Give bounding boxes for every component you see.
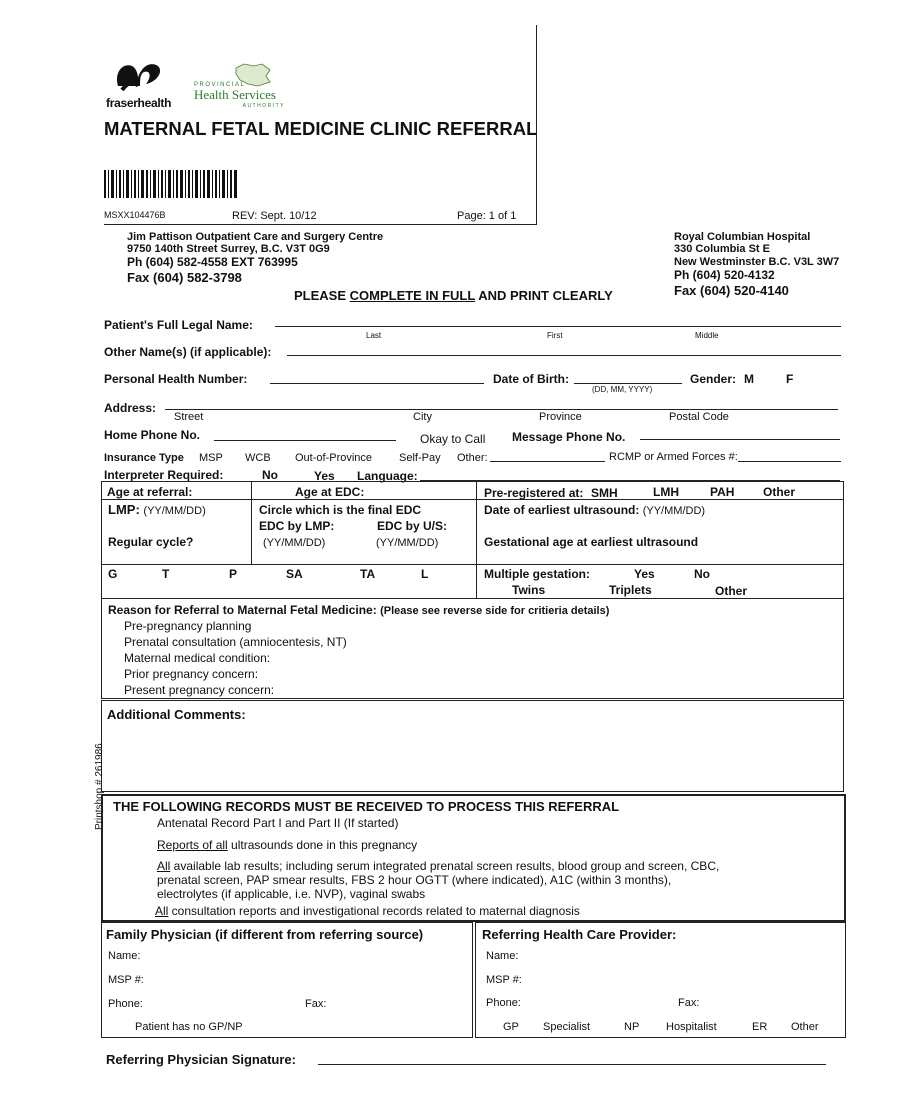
rp-type-gp[interactable]: GP bbox=[503, 1021, 519, 1033]
home-phone-field[interactable] bbox=[214, 440, 396, 441]
reason-item-2[interactable]: Maternal medical condition: bbox=[124, 651, 271, 665]
right-clinic-phone: Ph (604) 520-4132 bbox=[674, 268, 775, 282]
lmp-row bbox=[108, 502, 206, 517]
reason-item-0[interactable]: Pre-pregnancy planning bbox=[124, 619, 252, 633]
reason-item-4[interactable]: Present pregnancy concern: bbox=[124, 683, 275, 697]
rp-type-other[interactable]: Other bbox=[791, 1021, 819, 1033]
rp-type-np[interactable]: NP bbox=[624, 1021, 640, 1033]
right-clinic-address1: 330 Columbia St E bbox=[674, 243, 770, 255]
record-item-2-underlined: Reports of all bbox=[157, 838, 228, 852]
address-label: Address: bbox=[104, 401, 157, 415]
rp-type-er[interactable]: ER bbox=[752, 1021, 768, 1033]
edc-lmp-format: (YY/MM/DD) bbox=[263, 537, 326, 549]
record-item-2[interactable] bbox=[157, 838, 417, 852]
edc-us-format: (YY/MM/DD) bbox=[376, 537, 439, 549]
form-title: MATERNAL FETAL MEDICINE CLINIC REFERRAL bbox=[104, 118, 538, 139]
left-clinic-phone: Ph (604) 582-4558 EXT 763995 bbox=[127, 255, 298, 269]
ga-earliest-label: Gestational age at earliest ultrasound bbox=[484, 535, 699, 549]
prereg-smh[interactable]: SMH bbox=[591, 486, 618, 500]
ins-rcmp-field[interactable] bbox=[738, 461, 841, 462]
page-number: Page: 1 of 1 bbox=[457, 210, 517, 222]
gtpal-sa: SA bbox=[286, 567, 303, 581]
grid-col-divider-2 bbox=[476, 481, 477, 599]
gtpal-l: L bbox=[421, 567, 429, 581]
record-item-2-text: ultrasounds done in this pregnancy bbox=[227, 838, 418, 852]
right-clinic-fax: Fax (604) 520-4140 bbox=[674, 283, 789, 298]
reason-item-3[interactable]: Prior pregnancy concern: bbox=[124, 667, 259, 681]
patient-name-label: Patient's Full Legal Name: bbox=[104, 318, 253, 332]
multiple-other[interactable]: Other bbox=[715, 584, 748, 598]
left-clinic-name: Jim Pattison Outpatient Care and Surgery Centre bbox=[127, 231, 384, 243]
rp-phone-label[interactable]: Phone: bbox=[486, 997, 521, 1009]
grid-col-divider-1 bbox=[251, 481, 252, 565]
grid-row1-divider bbox=[101, 499, 844, 500]
signature-label: Referring Physician Signature: bbox=[106, 1052, 296, 1067]
ins-msp[interactable]: MSP bbox=[199, 452, 223, 464]
dob-hint: (DD, MM, YYYY) bbox=[592, 385, 653, 394]
ins-out-of-province[interactable]: Out-of-Province bbox=[295, 452, 373, 464]
rp-msp-label[interactable]: MSP #: bbox=[486, 974, 522, 986]
interpreter-label: Interpreter Required: bbox=[104, 468, 224, 482]
lmp-label: LMP: bbox=[108, 502, 140, 517]
fraserhealth-logo bbox=[112, 56, 164, 98]
interpreter-yes[interactable]: Yes bbox=[314, 469, 335, 483]
barcode bbox=[104, 170, 238, 198]
language-label: Language: bbox=[357, 469, 418, 483]
multiple-triplets[interactable]: Triplets bbox=[609, 583, 652, 597]
grid-row2-divider bbox=[101, 564, 844, 565]
ins-other[interactable]: Other: bbox=[457, 452, 488, 464]
prereg-other[interactable]: Other bbox=[763, 485, 796, 499]
prereg-pah[interactable]: PAH bbox=[710, 485, 735, 499]
other-names-field[interactable] bbox=[287, 355, 841, 356]
header-divider-horizontal bbox=[104, 224, 537, 225]
gender-f[interactable]: F bbox=[786, 372, 794, 386]
record-item-3-underlined: All bbox=[157, 859, 171, 873]
header-divider-vertical bbox=[536, 25, 537, 225]
rp-name-label[interactable]: Name: bbox=[486, 950, 519, 962]
postal-caption: Postal Code bbox=[669, 411, 729, 423]
record-item-4-underlined: All bbox=[155, 904, 169, 918]
edc-lmp-label: EDC by LMP: bbox=[259, 519, 335, 533]
circle-edc-label: Circle which is the final EDC bbox=[259, 503, 422, 517]
instruction-post: AND PRINT CLEARLY bbox=[475, 288, 613, 303]
comments-label: Additional Comments: bbox=[107, 707, 246, 722]
edc-us-label: EDC by U/S: bbox=[377, 519, 448, 533]
province-caption: Province bbox=[539, 411, 582, 423]
bc-map-icon bbox=[232, 62, 274, 88]
record-item-3-line2: prenatal screen, PAP smear results, FBS 2 hour OGTT (where indicated), A1C (within 3 months), bbox=[157, 873, 672, 887]
last-name-caption: Last bbox=[366, 331, 382, 340]
instruction-pre: PLEASE bbox=[294, 288, 350, 303]
gtpal-g: G bbox=[108, 567, 118, 581]
insurance-label bbox=[104, 452, 184, 464]
multiple-yes[interactable]: Yes bbox=[634, 567, 655, 581]
gender-label: Gender: bbox=[690, 372, 737, 386]
phsa-bottom: AUTHORITY bbox=[242, 103, 285, 109]
form-code: MSXX104476B bbox=[104, 210, 166, 220]
records-title: THE FOLLOWING RECORDS MUST BE RECEIVED TO PROCESS THIS REFERRAL bbox=[113, 799, 620, 814]
record-item-4-text: consultation reports and investigational records related to maternal diagnosis bbox=[168, 904, 580, 918]
patient-name-field[interactable] bbox=[275, 326, 841, 327]
reason-title-row bbox=[108, 603, 609, 617]
family-physician-title: Family Physician (if different from referring source) bbox=[106, 927, 424, 942]
fp-msp-label[interactable]: MSP #: bbox=[108, 974, 144, 986]
phn-label: Personal Health Number: bbox=[104, 372, 248, 386]
gtpal-p: P bbox=[229, 567, 238, 581]
dob-field[interactable] bbox=[574, 383, 682, 384]
reason-title: Reason for Referral to Maternal Fetal Medicine: bbox=[108, 603, 377, 617]
gtpal-t: T bbox=[162, 567, 170, 581]
message-phone-label: Message Phone No. bbox=[512, 430, 626, 444]
ins-wcb[interactable]: WCB bbox=[245, 452, 271, 464]
instruction bbox=[294, 288, 613, 303]
first-name-caption: First bbox=[547, 331, 563, 340]
multiple-no[interactable]: No bbox=[694, 567, 710, 581]
fp-fax-label[interactable]: Fax: bbox=[305, 998, 327, 1010]
okay-to-call[interactable]: Okay to Call bbox=[420, 432, 486, 446]
prereg-lmh[interactable]: LMH bbox=[653, 485, 679, 499]
left-clinic-address: 9750 140th Street Surrey, B.C. V3T 0G9 bbox=[127, 243, 330, 255]
dob-label: Date of Birth: bbox=[493, 372, 569, 386]
interpreter-no[interactable]: No bbox=[262, 468, 278, 482]
rp-fax-label[interactable]: Fax: bbox=[678, 997, 700, 1009]
record-item-1[interactable]: Antenatal Record Part I and Part II (If started) bbox=[157, 816, 399, 830]
ins-rcmp[interactable]: RCMP or Armed Forces #: bbox=[609, 451, 738, 463]
age-edc-label: Age at EDC: bbox=[295, 485, 365, 499]
phsa-top: PROVINCIAL bbox=[194, 82, 246, 88]
right-clinic-address2: New Westminster B.C. V3L 3W7 bbox=[674, 256, 840, 268]
right-clinic-name: Royal Columbian Hospital bbox=[674, 231, 811, 243]
record-item-3-text1: available lab results; including serum integrated prenatal screen results, blood group and screen, CBC, bbox=[170, 859, 720, 873]
printshop-number: Printshop # 261986 bbox=[94, 743, 105, 830]
record-item-3-line1[interactable] bbox=[157, 859, 719, 873]
ins-self-pay[interactable]: Self-Pay bbox=[399, 452, 441, 464]
middle-name-caption: Middle bbox=[695, 331, 719, 340]
earliest-us-format: (YY/MM/DD) bbox=[642, 505, 706, 517]
fp-phone-label[interactable]: Phone: bbox=[108, 998, 143, 1010]
address-field[interactable] bbox=[165, 409, 838, 410]
record-item-3-line3: electrolytes (if applicable, i.e. NVP), vaginal swabs bbox=[157, 887, 426, 901]
rp-type-hospitalist[interactable]: Hospitalist bbox=[666, 1021, 717, 1033]
signature-field[interactable] bbox=[318, 1064, 826, 1065]
fp-name-label[interactable]: Name: bbox=[108, 950, 141, 962]
regular-cycle-label: Regular cycle? bbox=[108, 535, 194, 549]
gtpal-ta: TA bbox=[360, 567, 376, 581]
insurance-type: Insurance Type bbox=[104, 452, 184, 464]
reason-item-1[interactable]: Prenatal consultation (amniocentesis, NT) bbox=[124, 635, 347, 649]
ins-other-field[interactable] bbox=[490, 461, 605, 462]
message-phone-field[interactable] bbox=[640, 439, 840, 440]
multiple-gestation-label: Multiple gestation: bbox=[484, 567, 590, 581]
record-item-4[interactable] bbox=[155, 904, 580, 918]
home-phone-label: Home Phone No. bbox=[104, 428, 201, 442]
other-names-label: Other Name(s) (if applicable): bbox=[104, 345, 272, 359]
street-caption: Street bbox=[174, 411, 204, 423]
city-caption: City bbox=[413, 411, 432, 423]
revision: REV: Sept. 10/12 bbox=[232, 210, 317, 222]
earliest-us-row bbox=[484, 503, 705, 517]
multiple-twins[interactable]: Twins bbox=[512, 583, 546, 597]
phsa-main: Health Services bbox=[194, 87, 276, 102]
prereg-label: Pre-registered at: bbox=[484, 486, 584, 500]
instruction-underlined: COMPLETE IN FULL bbox=[349, 288, 476, 303]
lmp-format: (YY/MM/DD) bbox=[143, 505, 206, 517]
fp-no-gp[interactable]: Patient has no GP/NP bbox=[135, 1021, 243, 1033]
left-clinic-fax: Fax (604) 582-3798 bbox=[127, 270, 242, 285]
phn-field[interactable] bbox=[270, 383, 484, 384]
reason-note: (Please see reverse side for critieria details) bbox=[380, 605, 610, 617]
referring-provider-title: Referring Health Care Provider: bbox=[482, 927, 677, 942]
age-referral-label: Age at referral: bbox=[107, 485, 193, 499]
gender-m[interactable]: M bbox=[744, 372, 754, 386]
fraserhealth-wordmark: fraserhealth bbox=[106, 96, 172, 110]
earliest-us-label: Date of earliest ultrasound: bbox=[484, 503, 640, 517]
rp-type-specialist[interactable]: Specialist bbox=[543, 1021, 591, 1033]
